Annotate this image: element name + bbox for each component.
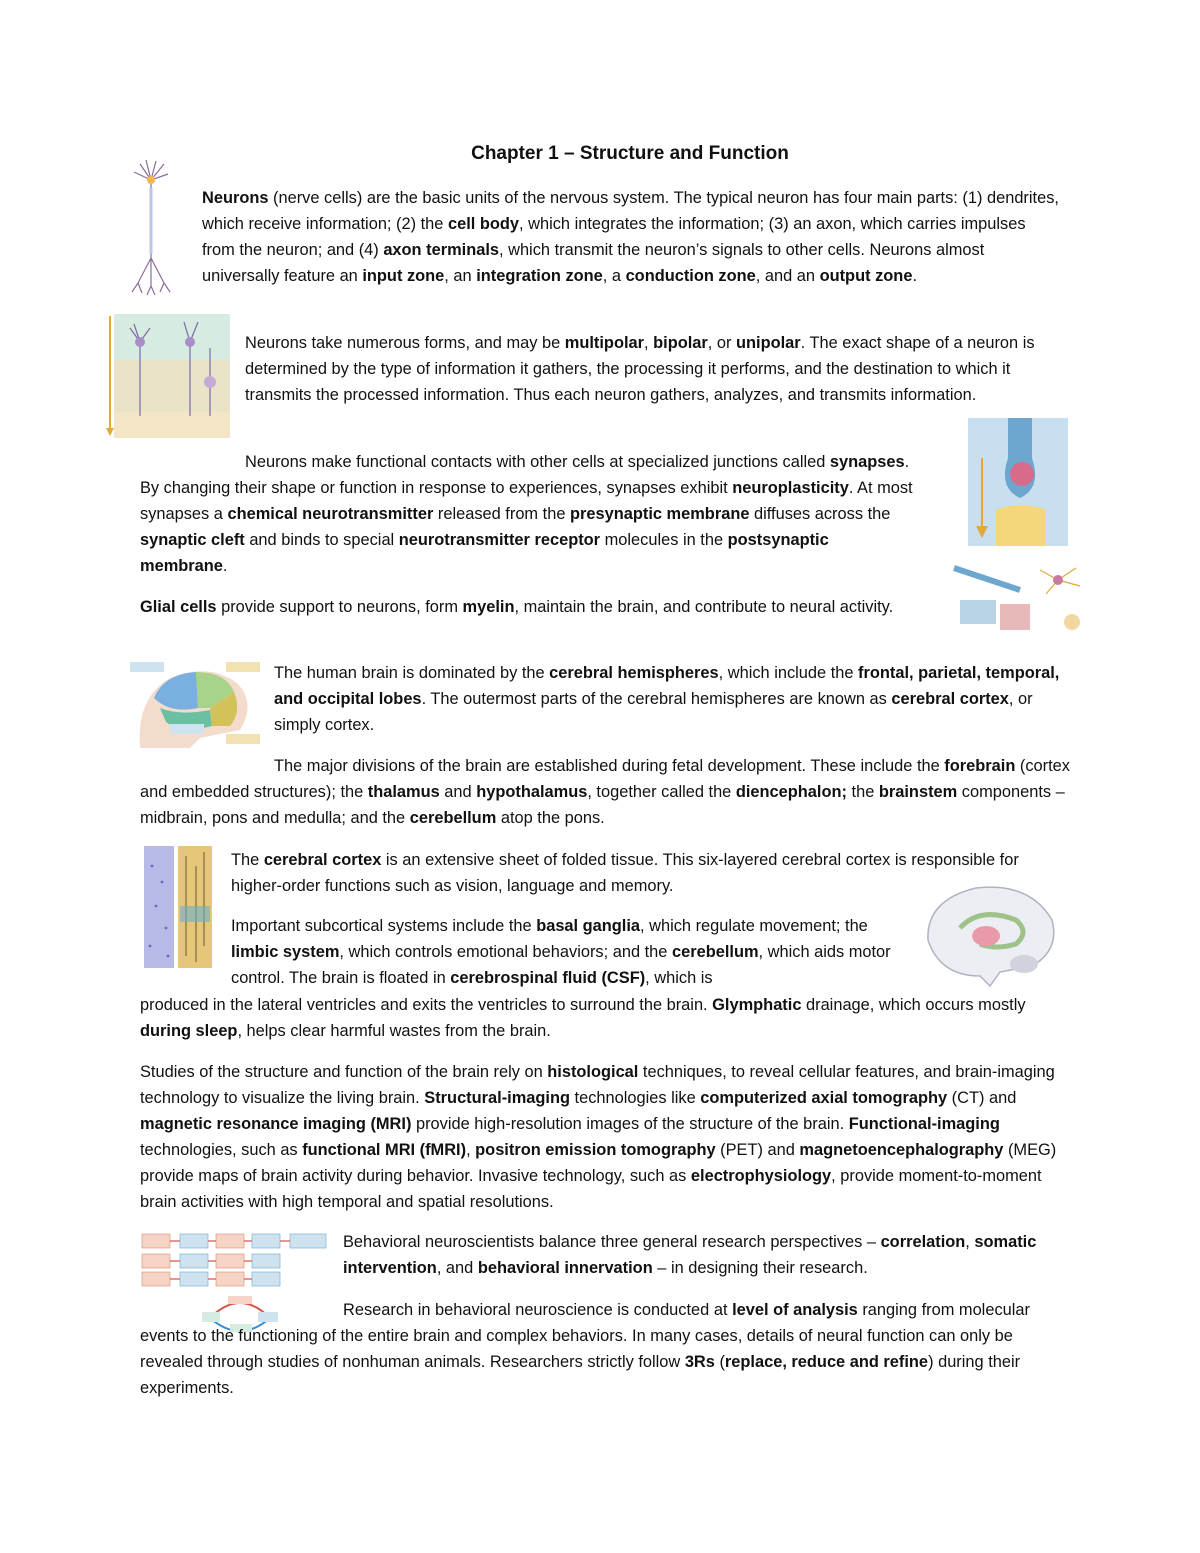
text-run: the (846, 783, 879, 801)
text-run: The (231, 851, 264, 869)
text-run: The human brain is dominated by the (274, 664, 550, 682)
synapse-diagram (968, 418, 1068, 546)
text-run: , together called the (587, 783, 736, 801)
neuron-types-diagram (106, 312, 230, 438)
cortex-layers-stain (140, 846, 214, 968)
paragraph-brain-imaging (140, 1059, 1075, 1215)
bold-term: integration zone (476, 267, 603, 285)
text-run: (CT) and (947, 1089, 1017, 1107)
bold-term: cell body (447, 215, 520, 233)
text-run: ) during their experiments. (140, 1353, 1021, 1397)
bold-term: cerebral cortex (263, 851, 382, 869)
text-run: . The outermost parts of the cerebral hemispheres are known as (421, 690, 892, 708)
text-run: (nerve cells) are the basic units of the nervous system. The typical neuron has four main parts: (1) dendrites, which receive information; (2) the (202, 189, 1059, 233)
text-run: . (222, 557, 228, 575)
bold-term: Neurons (202, 189, 269, 207)
text-run: , a (602, 267, 626, 285)
bold-term: Structural-imaging (424, 1089, 570, 1107)
page-title: Chapter 1 – Structure and Function (471, 143, 789, 164)
bold-term: somatic intervention (343, 1233, 1037, 1277)
paragraph-cerebral-hemispheres (274, 660, 1064, 738)
bold-term: cerebral cortex (891, 690, 1009, 708)
text-run: , which controls emotional behaviors; and the (339, 943, 672, 961)
bold-term: functional MRI (fMRI) (302, 1141, 467, 1159)
text-run: ranging from molecular events to the functioning of the entire brain and complex behaviors. In many cases, details of neural function can only be revealed through studies of nonhuman animals. Researchers strictly follow (140, 1301, 1030, 1371)
paragraph-levels-of-analysis (140, 1297, 1070, 1401)
bold-term: brainstem (878, 783, 958, 801)
bold-term: hypothalamus (476, 783, 588, 801)
bold-term: multipolar (564, 334, 645, 352)
text-run: , helps clear harmful wastes from the brain. (237, 1022, 551, 1040)
text-run: The major divisions of the brain are established during fetal development. These include the (274, 757, 945, 775)
bold-term: Glymphatic (712, 996, 802, 1014)
bold-term: 3Rs (684, 1353, 715, 1371)
text-run: Neurons take numerous forms, and may be (245, 334, 565, 352)
text-run: provide high-resolution images of the structure of the brain. (411, 1115, 849, 1133)
bold-term: cerebellum (671, 943, 759, 961)
bold-term: Functional-imaging (848, 1115, 1000, 1133)
text-run: produced in the lateral ventricles and exits the ventricles to surround the brain. (140, 996, 713, 1014)
text-run: (cortex and embedded structures); the (140, 757, 1070, 801)
text-run: , which is (645, 969, 713, 987)
text-run: , (965, 1233, 975, 1251)
bold-term: chemical neurotransmitter (227, 505, 434, 523)
bold-term: computerized axial tomography (700, 1089, 948, 1107)
text-run: , and an (755, 267, 820, 285)
text-run: . (912, 267, 917, 285)
text-run: provide support to neurons, form (216, 598, 463, 616)
bold-term: magnetic resonance imaging (MRI) (140, 1115, 412, 1133)
text-run: . The exact shape of a neuron is determined by the type of information it gathers, the processing it performs, and the destination to which it transmits the processed information. Thus each neuron gathers, analyzes, and transmits information. (245, 334, 1035, 404)
text-run: , which aids motor control. The brain is floated in (231, 943, 891, 987)
bold-term: magnetoencephalography (799, 1141, 1004, 1159)
text-run: Research in behavioral neuroscience is conducted at (343, 1301, 733, 1319)
text-run: ( (714, 1353, 725, 1371)
paragraph-neurons (202, 185, 1062, 289)
bold-term: presynaptic membrane (569, 505, 750, 523)
bold-term: myelin (462, 598, 515, 616)
bold-term: cerebellum (409, 809, 497, 827)
text-run: Important subcortical systems include the (231, 917, 537, 935)
text-run: , or simply cortex. (274, 690, 1033, 734)
text-run: , which transmit the neuron’s signals to other cells. Neurons almost universally feature an (202, 241, 985, 285)
text-run: – in designing their research. (652, 1259, 868, 1277)
text-run: , and (436, 1259, 478, 1277)
brain-lobes-illustration (130, 658, 260, 748)
paragraph-brain-divisions (140, 753, 1070, 831)
paragraph-subcortical-systems (231, 913, 911, 991)
bold-term: replace, reduce and refine (724, 1353, 929, 1371)
text-run: Behavioral neuroscientists balance three general research perspectives – (343, 1233, 881, 1251)
text-run: drainage, which occurs mostly (801, 996, 1026, 1014)
bold-term: neurotransmitter receptor (398, 531, 601, 549)
bold-term: bipolar (653, 334, 708, 352)
bold-term: postsynaptic membrane (140, 531, 829, 575)
text-run: Neurons make functional contacts with other cells at specialized junctions called (245, 453, 830, 471)
text-run: Studies of the structure and function of the brain rely on (140, 1063, 548, 1081)
text-run: (PET) and (715, 1141, 800, 1159)
bold-term: synaptic cleft (140, 531, 245, 549)
text-run: , which integrates the information; (3) an axon, which carries impulses from the neuron; and (4) (202, 215, 1026, 259)
bold-term: diencephalon; (735, 783, 847, 801)
bold-term: correlation (880, 1233, 966, 1251)
text-run: , or (707, 334, 737, 352)
bold-term: forebrain (944, 757, 1016, 775)
text-run: released from the (433, 505, 570, 523)
bold-term: electrophysiology (690, 1167, 832, 1185)
bold-term: histological (547, 1063, 639, 1081)
bold-term: frontal, parietal, temporal, and occipital lobes (274, 664, 1060, 708)
text-run: technologies, such as (140, 1141, 303, 1159)
paragraph-research-perspectives (343, 1229, 1063, 1281)
text-run: diffuses across the (749, 505, 891, 523)
text-run: components – midbrain, pons and medulla; and the (140, 783, 1065, 827)
brain-limbic-illustration (920, 880, 1060, 988)
bold-term: output zone (819, 267, 913, 285)
text-run: , maintain the brain, and contribute to neural activity. (514, 598, 894, 616)
bold-term: limbic system (231, 943, 340, 961)
bold-term: cerebrospinal fluid (CSF) (450, 969, 646, 987)
text-run: techniques, to reveal cellular features, and brain-imaging technology to visualize the living brain. (140, 1063, 1055, 1107)
neuron-illustration (126, 158, 176, 298)
text-run: atop the pons. (496, 809, 605, 827)
paragraph-glymphatic (140, 992, 1075, 1044)
text-run: and binds to special (244, 531, 399, 549)
text-run: . By changing their shape or function in response to experiences, synapses exhibit (140, 453, 910, 497)
paragraph-synapses (140, 449, 920, 579)
bold-term: basal ganglia (536, 917, 641, 935)
paragraph-neuron-forms (245, 330, 1065, 408)
bold-term: input zone (362, 267, 445, 285)
text-run: , which include the (718, 664, 859, 682)
bold-term: axon terminals (383, 241, 499, 259)
text-run: , which regulate movement; the (640, 917, 868, 935)
bold-term: unipolar (736, 334, 801, 352)
text-run: , (644, 334, 654, 352)
bold-term: positron emission tomography (475, 1141, 716, 1159)
text-run: , (466, 1141, 476, 1159)
glial-cells-illustration (950, 560, 1090, 640)
text-run: , an (444, 267, 477, 285)
bold-term: Glial cells (140, 598, 217, 616)
text-run: is an extensive sheet of folded tissue. This six-layered cerebral cortex is responsible for higher-order functions such as vision, language and memory. (231, 851, 1019, 895)
bold-term: neuroplasticity (732, 479, 849, 497)
bold-term: level of analysis (732, 1301, 858, 1319)
bold-term: behavioral innervation (477, 1259, 653, 1277)
text-run: molecules in the (600, 531, 728, 549)
text-run: (MEG) provide maps of brain activity during behavior. Invasive technology, such as (140, 1141, 1057, 1185)
bold-term: thalamus (367, 783, 440, 801)
text-run: . At most synapses a (140, 479, 913, 523)
research-perspectives-flowchart (140, 1232, 330, 1288)
paragraph-glial-cells (140, 594, 930, 620)
text-run: and (439, 783, 477, 801)
text-run: technologies like (570, 1089, 701, 1107)
bold-term: synapses (829, 453, 905, 471)
text-run: , provide moment-to-moment brain activities with high temporal and spatial resolutions. (140, 1167, 1042, 1211)
bold-term: conduction zone (625, 267, 756, 285)
bold-term: cerebral hemispheres (549, 664, 719, 682)
bold-term: during sleep (140, 1022, 238, 1040)
